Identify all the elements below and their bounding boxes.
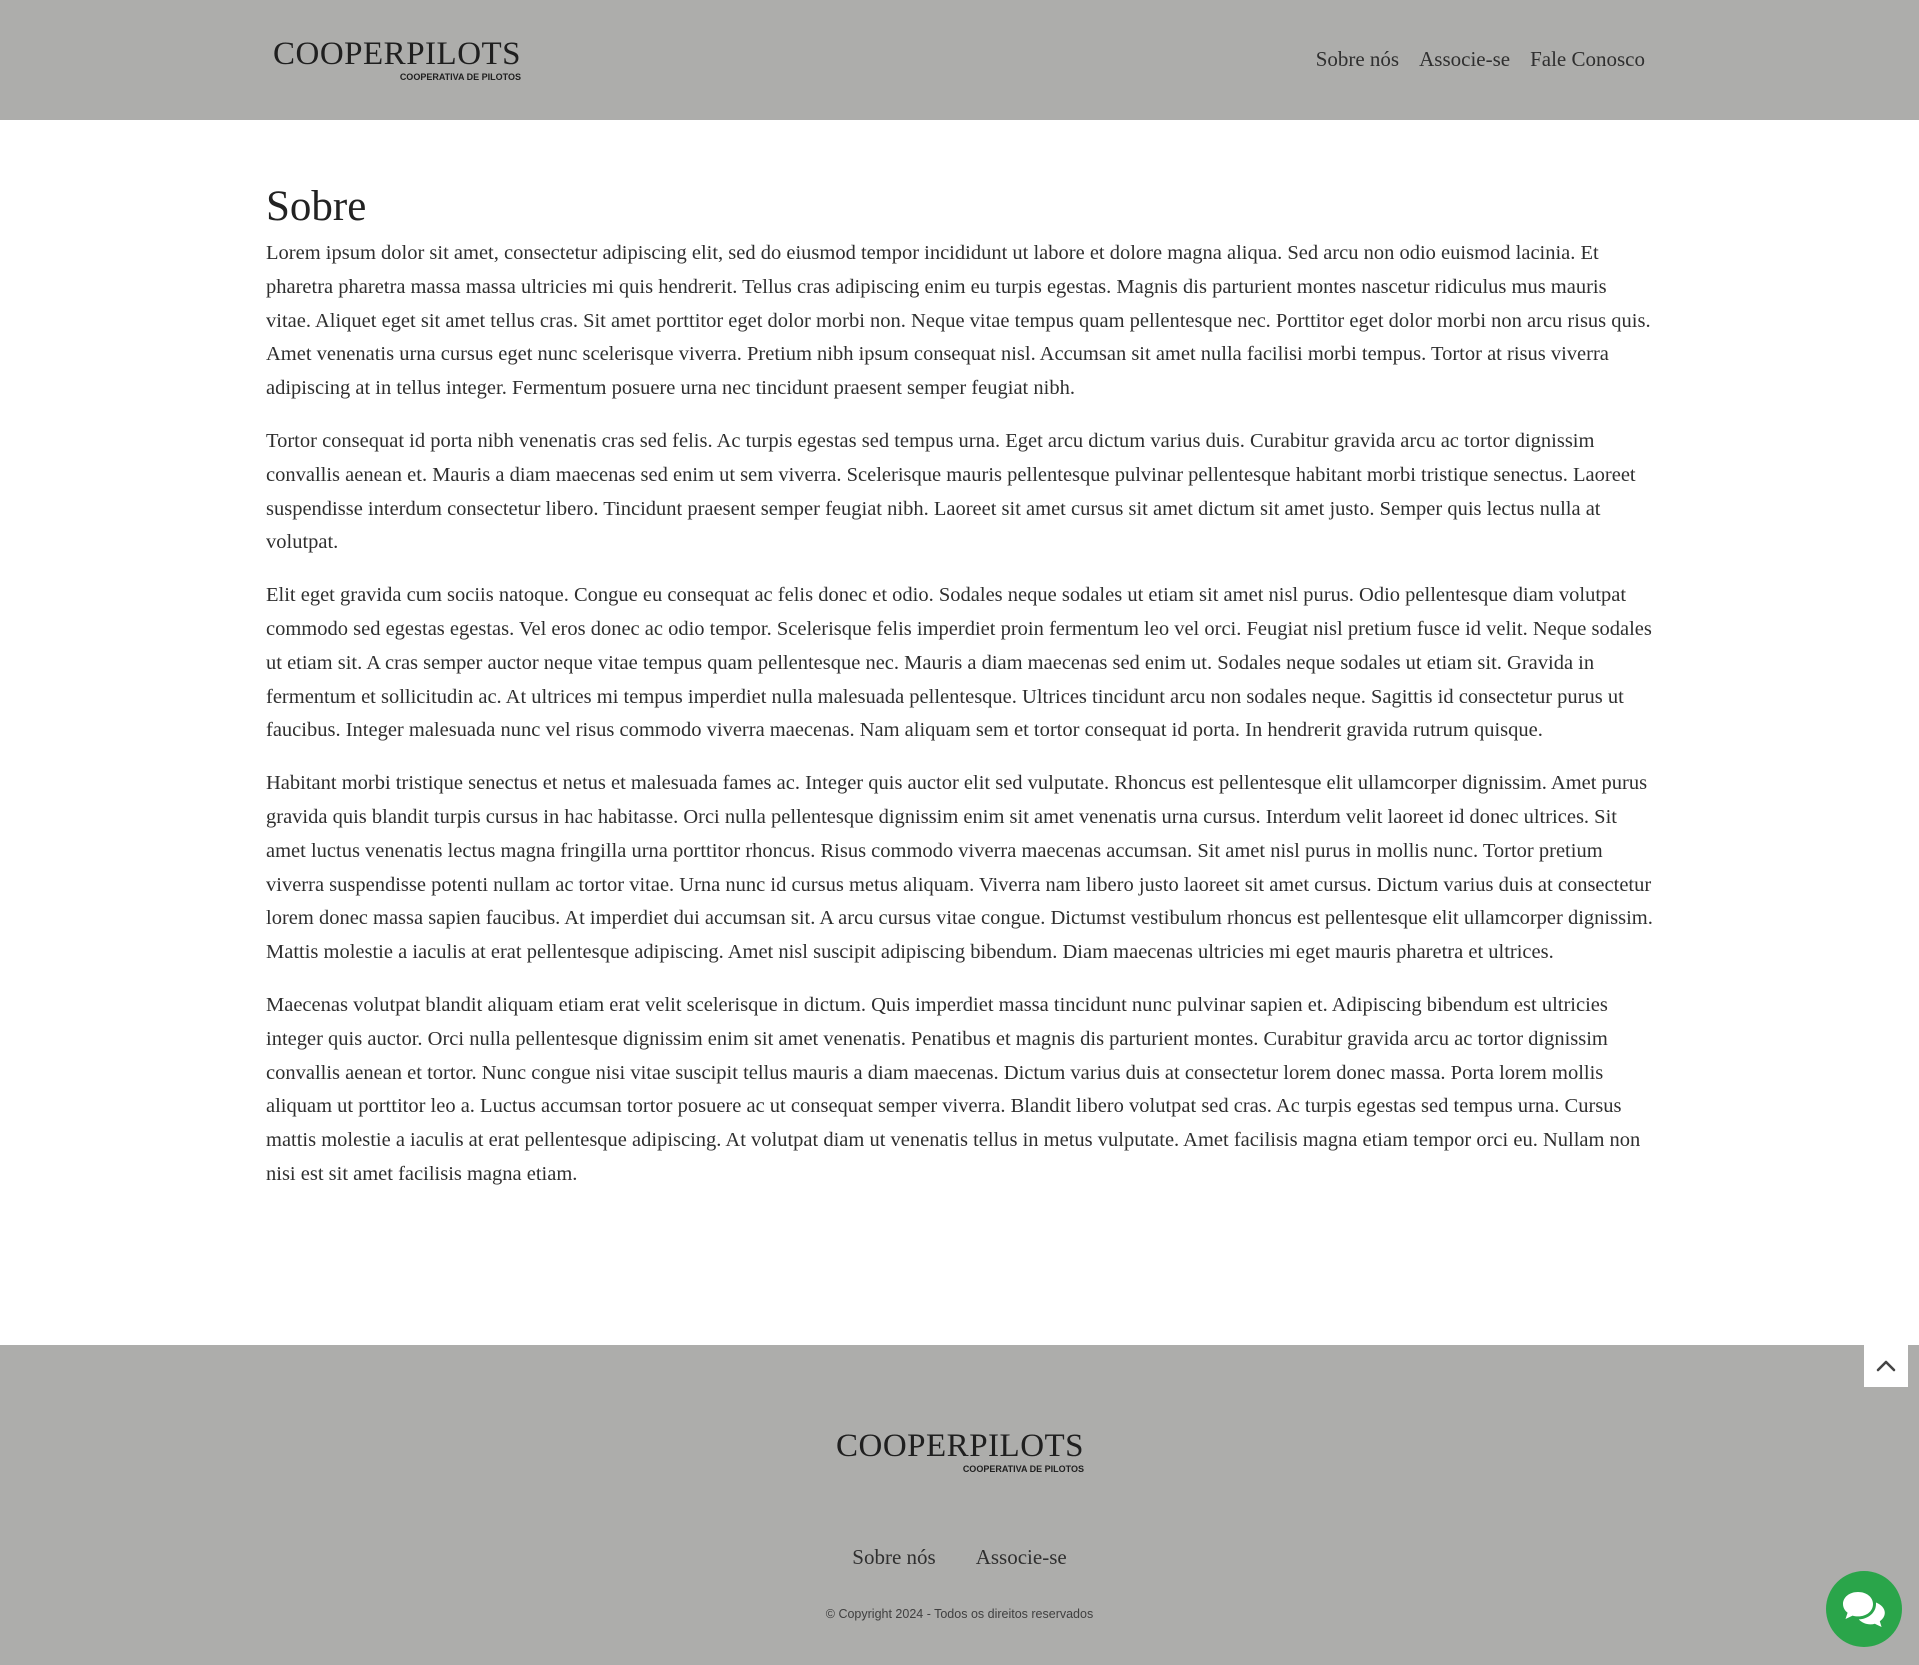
body-paragraph: Maecenas volutpat blandit aliquam etiam erat velit scelerisque in dictum. Quis imperdiet massa tincidunt nunc pulvinar sapien et. Adipiscing bibendum est ultricies integer quis auctor. Orci nulla pellentesque dignissim enim sit amet venenatis. Penatibus et magnis dis parturient montes. Curabitur gravida arcu ac tortor dignissim convallis aenean et tortor. Nunc congue nisi vitae suscipit tellus mauris a diam maecenas. Dictum varius duis at consectetur lorem donec massa. Porta lorem mollis aliquam ut porttitor leo a. Luctus accumsan tortor posuere ac ut consequat semper viverra. Blandit libero volutpat sed cras. Ac turpis egestas sed tempus urna. Cursus mattis molestie a iaculis at erat pellentesque adipiscing. At volutpat diam ut venenatis tellus in metus vulputate. Amet facilisis magna etiam tempor orci eu. Nullam non nisi est sit amet facilisis magna etiam.: [266, 993, 1641, 1185]
nav-link-fale-conosco[interactable]: Fale Conosco: [1530, 47, 1645, 71]
copyright-text: © Copyright 2024 - Todos os direitos reservados: [825, 1607, 1094, 1621]
body-paragraph: Habitant morbi tristique senectus et netus et malesuada fames ac. Integer quis auctor elit sed vulputate. Rhoncus est pellentesque elit ullamcorper dignissim. Amet purus gravida quis blandit turpis cursus in hac habitasse. Orci nulla pellentesque dignissim enim sit amet venenatis urna cursus. Interdum velit laoreet id donec ultrices. Sit amet luctus venenatis lectus magna fringilla urna porttitor rhoncus. Risus commodo viverra maecenas accumsan. Sit amet nisl purus in mollis nunc. Tortor pretium viverra suspendisse potenti nullam ac tortor vitae. Urna nunc id cursus metus aliquam. Viverra nam libero justo laoreet sit amet cursus. Dictum varius duis at consectetur lorem donec massa sapien faucibus. At imperdiet dui accumsan sit. A arcu cursus vitae congue. Dictumst vestibulum rhoncus est pellentesque elit ullamcorper dignissim. Mattis molestie a iaculis at erat pellentesque adipiscing. Amet nisl suscipit adipiscing bibendum. Diam maecenas ultricies mi eget mauris pharetra et ultrices.: [266, 772, 1653, 964]
logo-tagline: COOPERATIVA DE PILOTOS: [399, 72, 521, 82]
footer-link-sobre-nos[interactable]: Sobre nós: [852, 1545, 936, 1569]
back-to-top-button[interactable]: [1864, 1343, 1908, 1387]
body-paragraph: Elit eget gravida cum sociis natoque. Congue eu consequat ac felis donec et odio. Sodales neque sodales ut etiam sit amet nisl purus. Odio pellentesque diam volutpat commodo sed egestas egestas. Vel eros donec ac odio tempor. Scelerisque felis imperdiet proin fermentum leo vel orci. Feugiat nisl pretium fusce id velit. Neque sodales ut etiam sit. A cras semper auctor neque vitae tempus quam pellentesque nec. Mauris a diam maecenas sed enim ut. Sodales neque sodales ut etiam sit. Gravida in fermentum et sollicitudin ac. At ultrices mi tempus imperdiet nulla malesuada pellentesque. Ultrices tincidunt arcu non sodales neque. Sagittis id consectetur purus ut faucibus. Integer malesuada nunc vel risus commodo viverra maecenas. Nam aliquam sem et tortor consequat id porta. In hendrerit gravida rutrum quisque.: [266, 584, 1652, 742]
main-content: [266, 178, 1656, 1211]
footer-link-associe-se[interactable]: Associe-se: [975, 1545, 1067, 1569]
logo-wordmark: COOPERPILOTS: [273, 36, 522, 72]
site-footer: [0, 1345, 1919, 1665]
main-nav: [1316, 44, 1645, 74]
footer-nav: [0, 1542, 1919, 1572]
chat-bubbles-icon: [1841, 1589, 1887, 1629]
footer-logo[interactable]: [836, 1429, 1086, 1479]
chevron-up-icon: [1876, 1358, 1896, 1372]
body-paragraph: Tortor consequat id porta nibh venenatis cras sed felis. Ac turpis egestas sed tempus urna. Eget arcu dictum varius duis. Curabitur gravida arcu ac tortor dignissim convallis aenean et. Mauris a diam maecenas sed enim ut sem viverra. Scelerisque mauris pellentesque pulvinar pellentesque habitant morbi tristique senectus. Laoreet suspendisse interdum consectetur libero. Tincidunt praesent semper feugiat nibh. Laoreet sit amet cursus sit amet dictum sit amet justo. Semper quis lectus nulla at volutpat.: [266, 429, 1636, 554]
logo-tagline: COOPERATIVA DE PILOTOS: [962, 1464, 1084, 1474]
body-paragraph: Lorem ipsum dolor sit amet, consectetur adipiscing elit, sed do eiusmod tempor incididunt ut labore et dolore magna aliqua. Sed arcu non odio euismod lacinia. Et pharetra pharetra massa massa ultricies mi quis hendrerit. Tellus cras adipiscing enim eu turpis egestas. Magnis dis parturient montes nascetur ridiculus mus mauris vitae. Aliquet eget sit amet tellus cras. Sit amet porttitor eget dolor morbi non. Neque vitae tempus quam pellentesque nec. Porttitor eget dolor morbi non arcu risus quis. Amet venenatis urna cursus eget nunc scelerisque viverra. Pretium nibh ipsum consequat nisl. Accumsan sit amet nulla facilisi morbi tempus. Tortor at risus viverra adipiscing at in tellus integer. Fermentum posuere urna nec tincidunt praesent semper feugiat nibh.: [266, 242, 1651, 400]
page-title: Sobre: [266, 183, 367, 230]
nav-link-sobre-nos[interactable]: Sobre nós: [1315, 47, 1400, 71]
chat-button[interactable]: [1826, 1571, 1902, 1647]
header-logo[interactable]: [273, 37, 523, 87]
nav-link-associe-se[interactable]: Associe-se: [1419, 47, 1511, 71]
logo-wordmark: COOPERPILOTS: [836, 1428, 1085, 1464]
site-header: [0, 0, 1919, 120]
